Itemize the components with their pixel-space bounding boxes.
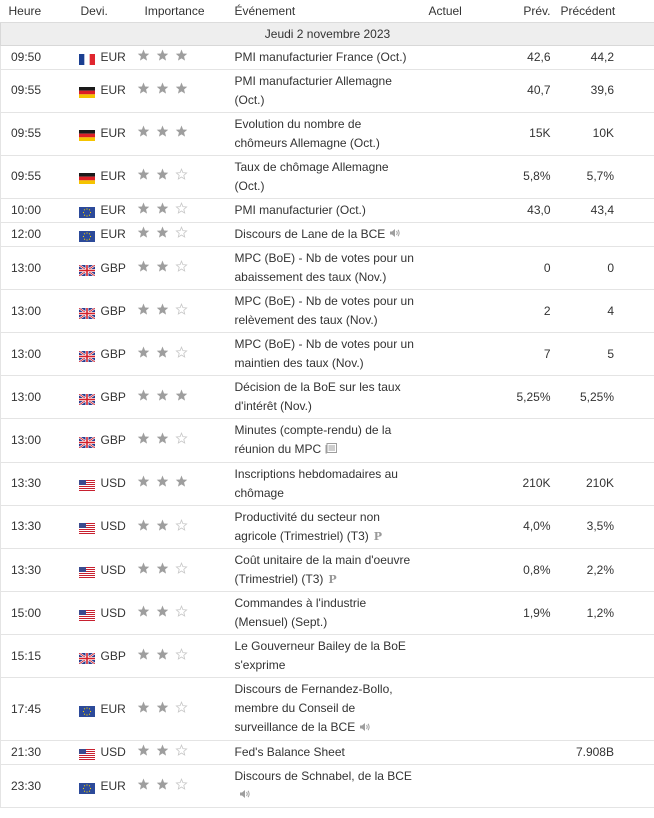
event-actual <box>421 678 491 740</box>
event-name[interactable]: PMI manufacturier Allemagne (Oct.) <box>234 73 392 107</box>
event-currency: EUR <box>100 169 126 184</box>
table-row[interactable] <box>1 740 654 764</box>
star-icon <box>156 743 169 762</box>
event-time: 23:30 <box>1 765 73 808</box>
star-icon <box>175 225 188 244</box>
event-name[interactable]: PMI manufacturier (Oct.) <box>234 202 366 217</box>
importance-stars <box>137 549 227 592</box>
star-icon <box>137 561 150 580</box>
speaker-icon[interactable] <box>359 719 371 738</box>
gb-flag-icon <box>79 306 95 317</box>
date-row <box>1 22 654 45</box>
importance-stars <box>137 198 227 222</box>
table-row[interactable] <box>1 549 654 592</box>
star-icon <box>137 431 150 450</box>
table-row[interactable] <box>1 155 654 198</box>
event-forecast <box>491 740 561 764</box>
star-icon <box>137 345 150 364</box>
importance-stars <box>137 376 227 419</box>
star-icon <box>137 225 150 244</box>
star-icon <box>137 604 150 623</box>
importance-stars <box>137 505 227 548</box>
event-actual <box>421 419 491 462</box>
star-icon <box>156 345 169 364</box>
eu-flag-icon <box>79 205 95 216</box>
gb-flag-icon <box>79 392 95 403</box>
event-currency: GBP <box>100 389 126 404</box>
event-currency: USD <box>100 476 126 491</box>
event-time: 09:55 <box>1 155 73 198</box>
event-currency: GBP <box>100 303 126 318</box>
event-actual <box>421 45 491 69</box>
event-currency: EUR <box>100 126 126 141</box>
star-icon <box>156 225 169 244</box>
event-actual <box>421 740 491 764</box>
event-previous: 44,2 <box>561 45 654 69</box>
importance-stars <box>137 112 227 155</box>
event-actual <box>421 290 491 333</box>
event-previous: 1,2% <box>561 592 654 635</box>
star-icon <box>156 388 169 407</box>
document-icon[interactable] <box>325 441 337 460</box>
event-time: 09:55 <box>1 69 73 112</box>
table-row[interactable] <box>1 198 654 222</box>
star-icon <box>175 167 188 186</box>
event-time: 09:55 <box>1 112 73 155</box>
table-row[interactable] <box>1 290 654 333</box>
event-previous <box>561 678 654 740</box>
table-row[interactable] <box>1 333 654 376</box>
star-icon <box>137 259 150 278</box>
event-forecast <box>491 765 561 808</box>
gb-flag-icon <box>79 263 95 274</box>
event-currency: EUR <box>100 202 126 217</box>
star-icon <box>156 604 169 623</box>
event-name[interactable]: PMI manufacturier France (Oct.) <box>234 49 407 64</box>
event-time: 15:15 <box>1 635 73 678</box>
star-icon <box>137 201 150 220</box>
importance-stars <box>137 419 227 462</box>
star-icon <box>156 259 169 278</box>
event-time: 12:00 <box>1 223 73 247</box>
star-icon <box>156 81 169 100</box>
event-currency: EUR <box>100 83 126 98</box>
event-name[interactable]: Inscriptions hebdomadaires au chômage <box>234 466 398 500</box>
star-icon <box>137 388 150 407</box>
star-icon <box>137 167 150 186</box>
event-time: 13:00 <box>1 333 73 376</box>
event-actual <box>421 69 491 112</box>
eu-flag-icon <box>79 781 95 792</box>
star-icon <box>175 561 188 580</box>
header-importance[interactable]: Importance <box>137 0 227 22</box>
event-time: 15:00 <box>1 592 73 635</box>
star-icon <box>156 431 169 450</box>
header-time[interactable]: Heure <box>1 0 73 22</box>
event-name[interactable]: Minutes (compte-rendu) de la réunion du MPC <box>234 423 392 457</box>
event-currency: EUR <box>100 49 126 64</box>
event-name[interactable]: Coût unitaire de la main d'oeuvre (Trimestriel) (T3) <box>234 553 411 587</box>
event-previous: 3,5% <box>561 505 654 548</box>
event-currency: GBP <box>100 648 126 663</box>
header-previous[interactable]: Précédent <box>561 0 654 22</box>
header-currency[interactable]: Devi. <box>73 0 137 22</box>
event-time: 21:30 <box>1 740 73 764</box>
gb-flag-icon <box>79 435 95 446</box>
importance-stars <box>137 765 227 808</box>
star-icon <box>137 302 150 321</box>
importance-stars <box>137 247 227 290</box>
event-name[interactable]: Fed's Balance Sheet <box>234 744 345 759</box>
preliminary-icon: P <box>328 573 337 587</box>
event-currency: USD <box>100 744 126 759</box>
header-event[interactable]: Événement <box>227 0 421 22</box>
event-previous <box>561 223 654 247</box>
star-icon <box>175 302 188 321</box>
star-icon <box>175 431 188 450</box>
table-row[interactable] <box>1 592 654 635</box>
event-name[interactable]: MPC (BoE) - Nb de votes pour un abaissement des taux (Nov.) <box>234 251 414 285</box>
importance-stars <box>137 462 227 505</box>
event-time: 17:45 <box>1 678 73 740</box>
star-icon <box>137 474 150 493</box>
star-icon <box>175 474 188 493</box>
event-previous <box>561 419 654 462</box>
eu-flag-icon <box>79 229 95 240</box>
preliminary-icon: P <box>373 530 383 544</box>
event-previous: 5,25% <box>561 376 654 419</box>
star-icon <box>175 388 188 407</box>
table-row[interactable] <box>1 419 654 462</box>
table-row[interactable] <box>1 247 654 290</box>
event-currency: GBP <box>100 433 126 448</box>
event-previous: 5 <box>561 333 654 376</box>
event-currency: USD <box>100 519 126 534</box>
de-flag-icon <box>79 128 95 139</box>
event-currency: EUR <box>100 701 126 716</box>
table-row[interactable] <box>1 678 654 740</box>
event-actual <box>421 376 491 419</box>
star-icon <box>175 647 188 666</box>
star-icon <box>175 124 188 143</box>
table-row[interactable] <box>1 462 654 505</box>
event-time: 10:00 <box>1 198 73 222</box>
event-forecast <box>491 635 561 678</box>
gb-flag-icon <box>79 651 95 662</box>
event-previous: 2,2% <box>561 549 654 592</box>
table-row[interactable] <box>1 112 654 155</box>
event-actual <box>421 462 491 505</box>
table-row[interactable] <box>1 45 654 69</box>
star-icon <box>137 743 150 762</box>
event-actual <box>421 223 491 247</box>
star-icon <box>156 167 169 186</box>
event-time: 13:00 <box>1 247 73 290</box>
star-icon <box>175 259 188 278</box>
event-currency: EUR <box>100 227 126 242</box>
event-forecast: 42,6 <box>491 45 561 69</box>
us-flag-icon <box>79 478 95 489</box>
event-time: 13:00 <box>1 419 73 462</box>
de-flag-icon <box>79 171 95 182</box>
event-actual <box>421 112 491 155</box>
event-forecast: 15K <box>491 112 561 155</box>
event-actual <box>421 765 491 808</box>
event-forecast: 0 <box>491 247 561 290</box>
star-icon <box>175 48 188 67</box>
event-time: 13:30 <box>1 549 73 592</box>
event-forecast <box>491 419 561 462</box>
event-forecast: 0,8% <box>491 549 561 592</box>
event-actual <box>421 635 491 678</box>
star-icon <box>175 345 188 364</box>
us-flag-icon <box>79 521 95 532</box>
event-forecast: 7 <box>491 333 561 376</box>
de-flag-icon <box>79 85 95 96</box>
event-previous: 7.908B <box>561 740 654 764</box>
table-header <box>1 0 654 22</box>
importance-stars <box>137 69 227 112</box>
event-previous: 210K <box>561 462 654 505</box>
event-currency: GBP <box>100 260 126 275</box>
event-previous: 5,7% <box>561 155 654 198</box>
star-icon <box>137 647 150 666</box>
star-icon <box>156 518 169 537</box>
event-name[interactable]: Productivité du secteur non agricole (Trimestriel) (T3) <box>234 509 380 543</box>
event-currency: USD <box>100 605 126 620</box>
eu-flag-icon <box>79 704 95 715</box>
importance-stars <box>137 333 227 376</box>
event-actual <box>421 549 491 592</box>
star-icon <box>175 604 188 623</box>
header-forecast[interactable]: Prév. <box>491 0 561 22</box>
event-name[interactable]: Discours de Lane de la BCE <box>234 227 386 242</box>
event-previous: 4 <box>561 290 654 333</box>
speaker-icon[interactable] <box>389 225 401 244</box>
star-icon <box>175 700 188 719</box>
star-icon <box>137 124 150 143</box>
event-forecast: 5,8% <box>491 155 561 198</box>
event-previous: 10K <box>561 112 654 155</box>
us-flag-icon <box>79 608 95 619</box>
table-row[interactable] <box>1 69 654 112</box>
event-name[interactable]: MPC (BoE) - Nb de votes pour un maintien des taux (Nov.) <box>234 337 414 371</box>
event-actual <box>421 247 491 290</box>
event-actual <box>421 333 491 376</box>
star-icon <box>156 124 169 143</box>
star-icon <box>156 777 169 796</box>
star-icon <box>156 474 169 493</box>
importance-stars <box>137 155 227 198</box>
event-previous <box>561 635 654 678</box>
event-forecast: 4,0% <box>491 505 561 548</box>
star-icon <box>175 518 188 537</box>
star-icon <box>175 201 188 220</box>
event-time: 13:30 <box>1 505 73 548</box>
table-row[interactable] <box>1 505 654 548</box>
event-forecast <box>491 223 561 247</box>
event-forecast: 210K <box>491 462 561 505</box>
importance-stars <box>137 592 227 635</box>
events-list <box>1 45 654 808</box>
fr-flag-icon <box>79 52 95 63</box>
event-name[interactable]: Décision de la BoE sur les taux d'intérêt (Nov.) <box>234 380 401 414</box>
event-time: 13:00 <box>1 376 73 419</box>
event-previous: 0 <box>561 247 654 290</box>
star-icon <box>137 777 150 796</box>
event-previous: 43,4 <box>561 198 654 222</box>
importance-stars <box>137 678 227 740</box>
event-previous <box>561 765 654 808</box>
star-icon <box>156 302 169 321</box>
event-name[interactable]: Evolution du nombre de chômeurs Allemagne (Oct.) <box>234 116 380 150</box>
star-icon <box>137 700 150 719</box>
star-icon <box>137 48 150 67</box>
star-icon <box>137 518 150 537</box>
event-forecast: 43,0 <box>491 198 561 222</box>
importance-stars <box>137 635 227 678</box>
event-name[interactable]: Taux de chômage Allemagne (Oct.) <box>234 159 389 193</box>
event-actual <box>421 198 491 222</box>
event-name[interactable]: MPC (BoE) - Nb de votes pour un relèvement des taux (Nov.) <box>234 294 414 328</box>
star-icon <box>156 647 169 666</box>
event-forecast: 5,25% <box>491 376 561 419</box>
event-forecast: 40,7 <box>491 69 561 112</box>
importance-stars <box>137 223 227 247</box>
event-time: 13:30 <box>1 462 73 505</box>
us-flag-icon <box>79 747 95 758</box>
star-icon <box>175 743 188 762</box>
gb-flag-icon <box>79 349 95 360</box>
star-icon <box>137 81 150 100</box>
star-icon <box>156 561 169 580</box>
event-actual <box>421 592 491 635</box>
event-time: 09:50 <box>1 45 73 69</box>
table-row[interactable] <box>1 376 654 419</box>
star-icon <box>175 81 188 100</box>
event-forecast: 2 <box>491 290 561 333</box>
importance-stars <box>137 290 227 333</box>
event-forecast: 1,9% <box>491 592 561 635</box>
us-flag-icon <box>79 565 95 576</box>
table-row[interactable] <box>1 765 654 808</box>
event-currency: EUR <box>100 778 126 793</box>
star-icon <box>156 700 169 719</box>
event-time: 13:00 <box>1 290 73 333</box>
event-actual <box>421 155 491 198</box>
event-currency: USD <box>100 562 126 577</box>
star-icon <box>156 201 169 220</box>
event-name[interactable]: Discours de Fernandez-Bollo, membre du Conseil de surveillance de la BCE <box>234 682 393 735</box>
event-actual <box>421 505 491 548</box>
table-row[interactable] <box>1 223 654 247</box>
star-icon <box>156 48 169 67</box>
header-actual[interactable]: Actuel <box>421 0 491 22</box>
importance-stars <box>137 45 227 69</box>
event-name[interactable]: Discours de Schnabel, de la BCE <box>234 769 412 784</box>
event-forecast <box>491 678 561 740</box>
importance-stars <box>137 740 227 764</box>
star-icon <box>175 777 188 796</box>
event-previous: 39,6 <box>561 69 654 112</box>
table-row[interactable] <box>1 635 654 678</box>
event-currency: GBP <box>100 346 126 361</box>
date-label: Jeudi 2 novembre 2023 <box>1 22 654 45</box>
event-name[interactable]: Commandes à l'industrie (Mensuel) (Sept.) <box>234 596 367 630</box>
event-name[interactable]: Le Gouverneur Bailey de la BoE s'exprime <box>234 639 406 673</box>
speaker-icon[interactable] <box>239 786 251 805</box>
